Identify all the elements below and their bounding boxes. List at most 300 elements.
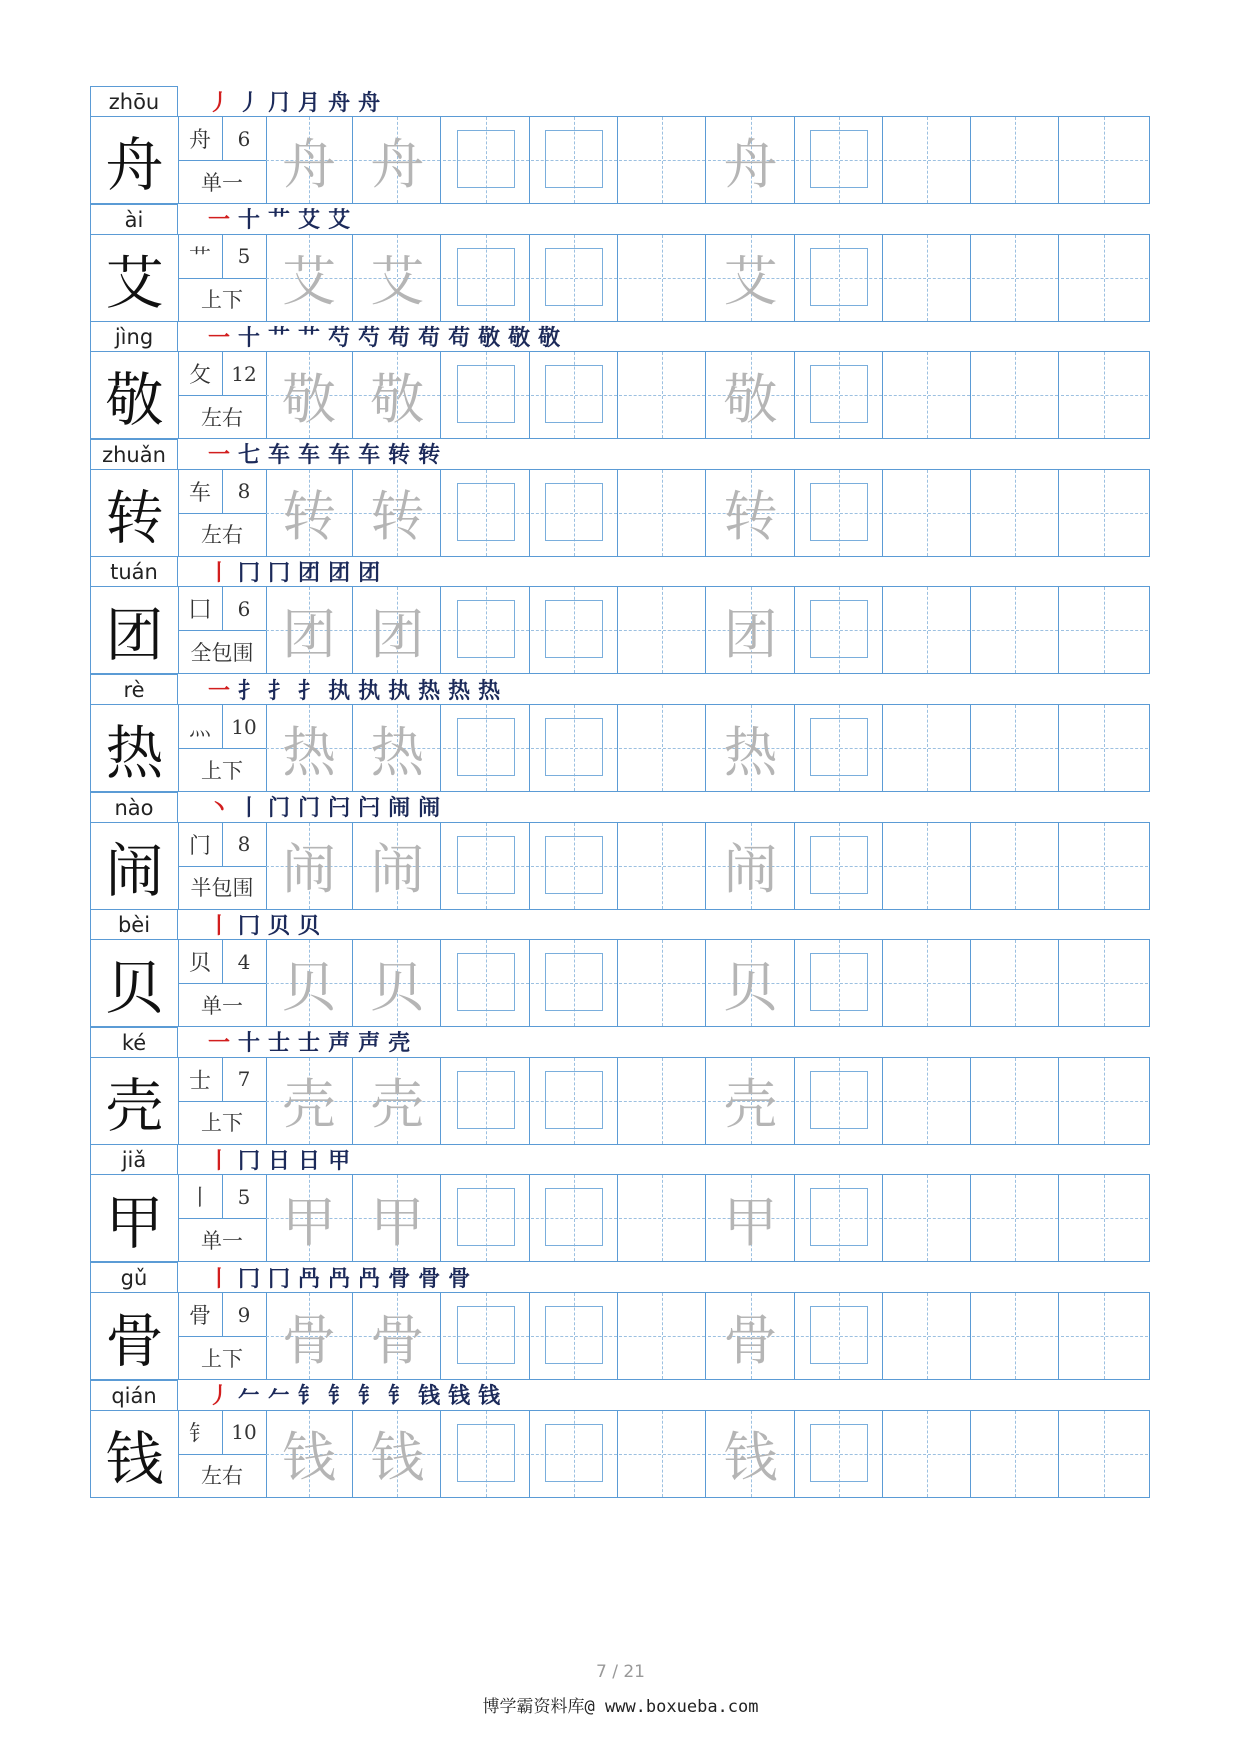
writing-cell[interactable] <box>354 235 441 321</box>
trace-character: 甲 <box>723 1190 778 1254</box>
writing-cell[interactable] <box>531 1411 618 1497</box>
writing-cell[interactable] <box>708 823 795 909</box>
writing-cell[interactable] <box>354 705 441 791</box>
writing-cell[interactable] <box>708 235 795 321</box>
stroke-step: 丿 <box>208 1383 231 1410</box>
stroke-count: 12 <box>222 352 266 396</box>
stroke-step: 一 <box>208 1030 231 1057</box>
character-block <box>90 1144 1150 1276</box>
stroke-step: 门 <box>268 795 291 822</box>
inner-square <box>545 1188 603 1246</box>
stroke-step: 钱 <box>478 1383 501 1410</box>
writing-cell[interactable] <box>354 1293 441 1379</box>
writing-cell[interactable] <box>354 823 441 909</box>
inner-square <box>810 600 868 658</box>
stroke-step: 一 <box>208 677 231 704</box>
model-character: 团 <box>91 587 179 673</box>
inner-square <box>810 483 868 541</box>
writing-cell[interactable] <box>972 470 1059 556</box>
stroke-step: 执 <box>328 677 351 704</box>
writing-cell[interactable] <box>884 352 971 438</box>
character-block <box>90 792 1150 924</box>
trace-character: 壳 <box>282 1073 336 1137</box>
writing-cell[interactable] <box>972 823 1059 909</box>
stroke-order-sequence <box>208 1027 410 1057</box>
writing-cell[interactable] <box>1061 117 1148 203</box>
writing-cell[interactable] <box>354 470 441 556</box>
page-number: 7 / 21 <box>596 1662 645 1682</box>
stroke-step: 贝 <box>268 912 291 939</box>
writing-cell[interactable] <box>354 1175 441 1261</box>
writing-cell[interactable] <box>884 470 971 556</box>
inner-square <box>545 483 603 541</box>
writing-cell[interactable] <box>796 235 883 321</box>
pinyin-row <box>90 556 1150 586</box>
stroke-order-sequence <box>208 556 380 586</box>
writing-cell[interactable] <box>443 823 530 909</box>
stroke-step: 骨 <box>388 1265 411 1292</box>
character-block <box>90 556 1150 688</box>
inner-square <box>457 1188 515 1246</box>
writing-cell[interactable] <box>531 940 618 1026</box>
stroke-step: 冂 <box>268 1265 291 1292</box>
trace-character: 热 <box>370 720 425 784</box>
writing-cell[interactable] <box>708 1175 795 1261</box>
writing-cell[interactable] <box>972 940 1059 1026</box>
writing-cell[interactable] <box>354 1411 441 1497</box>
stroke-step: 团 <box>298 559 321 586</box>
writing-cell[interactable] <box>619 1175 706 1261</box>
trace-character: 转 <box>282 485 336 549</box>
writing-cell[interactable] <box>266 470 353 556</box>
writing-cell[interactable] <box>708 470 795 556</box>
stroke-step: 车 <box>328 442 351 469</box>
character-info <box>178 235 267 321</box>
radical: 囗 <box>178 587 223 631</box>
practice-row <box>90 822 1150 910</box>
writing-cell[interactable] <box>796 1293 883 1379</box>
writing-cell[interactable] <box>1061 1058 1148 1144</box>
radical: 灬 <box>178 705 223 749</box>
structure-type: 左右 <box>201 523 243 548</box>
structure-type: 单一 <box>201 1228 243 1253</box>
writing-cell[interactable] <box>1061 235 1148 321</box>
writing-cell[interactable] <box>531 470 618 556</box>
stroke-step: 芍 <box>328 324 351 351</box>
writing-cell[interactable] <box>1061 705 1148 791</box>
writing-cell[interactable] <box>884 1411 971 1497</box>
stroke-step: 丨 <box>208 1147 231 1174</box>
writing-cell[interactable] <box>884 1058 971 1144</box>
structure-type: 上下 <box>201 758 243 783</box>
character-info <box>178 705 267 791</box>
stroke-step: 转 <box>388 442 411 469</box>
stroke-step: 门 <box>298 795 321 822</box>
stroke-count: 10 <box>222 1411 266 1455</box>
writing-cell[interactable] <box>266 587 353 673</box>
practice-row <box>90 469 1150 557</box>
stroke-step: 士 <box>298 1030 321 1057</box>
writing-cell[interactable] <box>266 940 353 1026</box>
writing-cell[interactable] <box>531 117 618 203</box>
writing-cell[interactable] <box>266 235 353 321</box>
writing-cell[interactable] <box>708 1411 795 1497</box>
writing-cell[interactable] <box>1061 940 1148 1026</box>
stroke-order-sequence <box>208 1144 350 1174</box>
writing-cell[interactable] <box>443 1293 530 1379</box>
stroke-count: 8 <box>222 470 266 514</box>
stroke-step: 骨 <box>448 1265 471 1292</box>
trace-character: 舟 <box>370 132 425 196</box>
stroke-count: 10 <box>222 705 266 749</box>
writing-cell[interactable] <box>266 705 353 791</box>
writing-cell[interactable] <box>708 352 795 438</box>
trace-character: 敬 <box>282 367 336 431</box>
inner-square <box>457 1424 515 1482</box>
writing-cell[interactable] <box>884 823 971 909</box>
stroke-step: 团 <box>358 559 381 586</box>
writing-cell[interactable] <box>1061 1175 1148 1261</box>
writing-cell[interactable] <box>443 235 530 321</box>
stroke-step: 车 <box>268 442 291 469</box>
character-info <box>178 1293 267 1379</box>
writing-cell[interactable] <box>884 705 971 791</box>
writing-cell[interactable] <box>972 1411 1059 1497</box>
inner-square <box>545 248 603 306</box>
writing-cell[interactable] <box>619 235 706 321</box>
character-info <box>178 1175 267 1261</box>
stroke-step: 冎 <box>328 1265 351 1292</box>
writing-cell[interactable] <box>619 1411 706 1497</box>
writing-cell[interactable] <box>443 940 530 1026</box>
character-block <box>90 321 1150 453</box>
stroke-step: 舟 <box>358 89 381 116</box>
writing-cell[interactable] <box>972 352 1059 438</box>
stroke-step: 一 <box>208 442 231 469</box>
pinyin-label: zhōu <box>90 86 178 117</box>
radical: 丨 <box>178 1175 223 1219</box>
pinyin-label: tuán <box>90 556 178 587</box>
writing-cell[interactable] <box>619 587 706 673</box>
stroke-step: 冂 <box>238 1147 261 1174</box>
writing-cell[interactable] <box>266 1058 353 1144</box>
writing-cell[interactable] <box>354 1058 441 1144</box>
character-block <box>90 909 1150 1041</box>
writing-cell[interactable] <box>619 823 706 909</box>
trace-character: 舟 <box>282 132 336 196</box>
pinyin-label: nào <box>90 792 178 823</box>
stroke-count: 6 <box>222 587 266 631</box>
writing-cell[interactable] <box>443 470 530 556</box>
writing-cell[interactable] <box>884 1175 971 1261</box>
inner-square <box>810 718 868 776</box>
inner-square <box>457 1306 515 1364</box>
character-info <box>178 940 267 1026</box>
writing-cell[interactable] <box>619 1293 706 1379</box>
stroke-step: 钅 <box>298 1383 321 1410</box>
writing-cell[interactable] <box>1061 470 1148 556</box>
stroke-step: 钅 <box>328 1383 351 1410</box>
stroke-step: 贝 <box>298 912 321 939</box>
writing-cell[interactable] <box>1061 1293 1148 1379</box>
stroke-step: 车 <box>358 442 381 469</box>
stroke-step: 钅 <box>388 1383 411 1410</box>
writing-cell[interactable] <box>796 940 883 1026</box>
stroke-step: 钅 <box>358 1383 381 1410</box>
stroke-step: 冂 <box>238 1265 261 1292</box>
writing-cell[interactable] <box>354 587 441 673</box>
writing-cell[interactable] <box>443 1175 530 1261</box>
writing-cell[interactable] <box>884 1293 971 1379</box>
inner-square <box>810 1188 868 1246</box>
trace-character: 艾 <box>723 250 778 314</box>
writing-cell[interactable] <box>884 587 971 673</box>
pinyin-row <box>90 1027 1150 1057</box>
stroke-count: 8 <box>222 823 266 867</box>
stroke-step: 声 <box>328 1030 351 1057</box>
writing-cell[interactable] <box>443 352 530 438</box>
writing-cell[interactable] <box>796 117 883 203</box>
writing-cell[interactable] <box>972 1058 1059 1144</box>
writing-cell[interactable] <box>972 117 1059 203</box>
model-character: 转 <box>91 470 179 556</box>
stroke-step: 热 <box>448 677 471 704</box>
writing-cell[interactable] <box>531 1175 618 1261</box>
writing-cell[interactable] <box>266 823 353 909</box>
writing-cell[interactable] <box>266 117 353 203</box>
writing-cell[interactable] <box>796 352 883 438</box>
inner-square <box>457 836 515 894</box>
character-block <box>90 1027 1150 1159</box>
writing-cell[interactable] <box>708 117 795 203</box>
writing-cell[interactable] <box>266 1293 353 1379</box>
stroke-step: 敬 <box>478 324 501 351</box>
writing-cell[interactable] <box>531 705 618 791</box>
trace-character: 敬 <box>370 367 425 431</box>
writing-cell[interactable] <box>1061 587 1148 673</box>
stroke-order-sequence <box>208 674 500 704</box>
radical: 钅 <box>178 1411 223 1455</box>
stroke-count: 5 <box>222 235 266 279</box>
trace-character: 闹 <box>723 838 778 902</box>
inner-square <box>457 600 515 658</box>
trace-character: 团 <box>282 602 336 666</box>
writing-cell[interactable] <box>884 940 971 1026</box>
stroke-step: 舟 <box>328 89 351 116</box>
writing-cell[interactable] <box>531 235 618 321</box>
stroke-step: 冎 <box>358 1265 381 1292</box>
character-info <box>178 587 267 673</box>
stroke-step: 冎 <box>298 1265 321 1292</box>
stroke-count: 7 <box>222 1058 266 1102</box>
stroke-step: 丨 <box>238 795 261 822</box>
writing-cell[interactable] <box>619 117 706 203</box>
writing-cell[interactable] <box>531 1293 618 1379</box>
stroke-step: 车 <box>298 442 321 469</box>
writing-cell[interactable] <box>1061 823 1148 909</box>
practice-row <box>90 1292 1150 1380</box>
trace-character: 热 <box>723 720 778 784</box>
stroke-step: 丿 <box>238 89 261 116</box>
writing-cell[interactable] <box>266 352 353 438</box>
stroke-step: 闩 <box>328 795 351 822</box>
model-character: 艾 <box>91 235 179 321</box>
stroke-step: 冂 <box>238 912 261 939</box>
radical: 士 <box>178 1058 223 1102</box>
character-block <box>90 439 1150 571</box>
stroke-order-sequence <box>208 86 380 116</box>
writing-cell[interactable] <box>354 940 441 1026</box>
structure-type: 单一 <box>201 993 243 1018</box>
stroke-step: 丿 <box>208 89 231 116</box>
writing-cell[interactable] <box>619 940 706 1026</box>
stroke-step: 敬 <box>538 324 561 351</box>
writing-cell[interactable] <box>796 1058 883 1144</box>
trace-character: 热 <box>282 720 336 784</box>
writing-cell[interactable] <box>708 705 795 791</box>
pinyin-label: ké <box>90 1027 178 1058</box>
writing-cell[interactable] <box>443 587 530 673</box>
structure-type: 上下 <box>201 288 243 313</box>
inner-square <box>545 1424 603 1482</box>
writing-cell[interactable] <box>619 352 706 438</box>
writing-cell[interactable] <box>531 352 618 438</box>
inner-square <box>810 836 868 894</box>
stroke-order-sequence <box>208 204 350 234</box>
writing-cell[interactable] <box>1061 352 1148 438</box>
writing-cell[interactable] <box>354 117 441 203</box>
writing-cell[interactable] <box>708 587 795 673</box>
practice-row <box>90 351 1150 439</box>
stroke-step: 热 <box>478 677 501 704</box>
writing-cell[interactable] <box>796 587 883 673</box>
writing-cell[interactable] <box>884 235 971 321</box>
trace-character: 转 <box>723 485 778 549</box>
pinyin-label: jiǎ <box>90 1144 178 1175</box>
stroke-step: 执 <box>388 677 411 704</box>
writing-cell[interactable] <box>708 940 795 1026</box>
pinyin-row <box>90 1380 1150 1410</box>
inner-square <box>545 130 603 188</box>
trace-character: 贝 <box>723 955 778 1019</box>
inner-square <box>545 600 603 658</box>
writing-cell[interactable] <box>531 587 618 673</box>
writing-cell[interactable] <box>972 1175 1059 1261</box>
model-character: 热 <box>91 705 179 791</box>
inner-square <box>810 1424 868 1482</box>
radical: 贝 <box>178 940 223 984</box>
writing-cell[interactable] <box>972 705 1059 791</box>
character-block <box>90 86 1150 218</box>
writing-cell[interactable] <box>619 470 706 556</box>
structure-type: 左右 <box>201 1464 243 1489</box>
stroke-step: 艹 <box>268 207 291 234</box>
inner-square <box>457 365 515 423</box>
model-character: 甲 <box>91 1175 179 1261</box>
stroke-step: 苟 <box>418 324 441 351</box>
radical: 攵 <box>178 352 223 396</box>
pinyin-label: rè <box>90 674 178 705</box>
structure-type: 半包围 <box>190 876 254 901</box>
stroke-step: 月 <box>298 89 321 116</box>
writing-cell[interactable] <box>796 1411 883 1497</box>
practice-row <box>90 1057 1150 1145</box>
stroke-step: 转 <box>418 442 441 469</box>
writing-cell[interactable] <box>266 1411 353 1497</box>
writing-cell[interactable] <box>796 1175 883 1261</box>
stroke-count: 4 <box>222 940 266 984</box>
writing-cell[interactable] <box>619 705 706 791</box>
writing-cell[interactable] <box>708 1058 795 1144</box>
structure-type: 上下 <box>201 1111 243 1136</box>
writing-cell[interactable] <box>1061 1411 1148 1497</box>
stroke-step: 丨 <box>208 559 231 586</box>
stroke-step: 执 <box>358 677 381 704</box>
stroke-step: 敬 <box>508 324 531 351</box>
writing-cell[interactable] <box>619 1058 706 1144</box>
stroke-step: 闹 <box>418 795 441 822</box>
character-info <box>178 1411 267 1497</box>
writing-cell[interactable] <box>972 235 1059 321</box>
stroke-step: 十 <box>238 324 261 351</box>
pinyin-label: qián <box>90 1380 178 1411</box>
writing-cell[interactable] <box>884 117 971 203</box>
stroke-step: 声 <box>358 1030 381 1057</box>
writing-cell[interactable] <box>796 470 883 556</box>
writing-cell[interactable] <box>972 587 1059 673</box>
model-character: 舟 <box>91 117 179 203</box>
trace-character: 闹 <box>370 838 425 902</box>
structure-type: 单一 <box>201 170 243 195</box>
writing-cell[interactable] <box>443 1058 530 1144</box>
pinyin-row <box>90 674 1150 704</box>
writing-cell[interactable] <box>443 117 530 203</box>
stroke-step: 钱 <box>418 1383 441 1410</box>
inner-square <box>545 718 603 776</box>
inner-square <box>810 130 868 188</box>
stroke-step: 士 <box>268 1030 291 1057</box>
writing-cell[interactable] <box>443 1411 530 1497</box>
writing-cell[interactable] <box>796 823 883 909</box>
pinyin-row <box>90 909 1150 939</box>
pinyin-row <box>90 439 1150 469</box>
writing-cell[interactable] <box>443 705 530 791</box>
inner-square <box>810 365 868 423</box>
writing-cell[interactable] <box>708 1293 795 1379</box>
trace-character: 团 <box>723 602 778 666</box>
stroke-order-sequence <box>208 439 440 469</box>
writing-cell[interactable] <box>354 352 441 438</box>
writing-cell[interactable] <box>266 1175 353 1261</box>
trace-character: 转 <box>370 485 425 549</box>
stroke-step: 扌 <box>268 677 291 704</box>
trace-character: 壳 <box>723 1073 778 1137</box>
trace-character: 舟 <box>723 132 778 196</box>
writing-cell[interactable] <box>972 1293 1059 1379</box>
writing-cell[interactable] <box>796 705 883 791</box>
inner-square <box>545 1071 603 1129</box>
stroke-step: 艾 <box>328 207 351 234</box>
radical: 艹 <box>178 235 223 279</box>
model-character: 壳 <box>91 1058 179 1144</box>
inner-square <box>545 365 603 423</box>
model-character: 贝 <box>91 940 179 1026</box>
site-credit: 博学霸资料库@ www.boxueba.com <box>482 1697 759 1717</box>
pinyin-label: zhuǎn <box>90 439 178 470</box>
stroke-order-sequence <box>208 909 320 939</box>
writing-cell[interactable] <box>531 1058 618 1144</box>
writing-cell[interactable] <box>531 823 618 909</box>
